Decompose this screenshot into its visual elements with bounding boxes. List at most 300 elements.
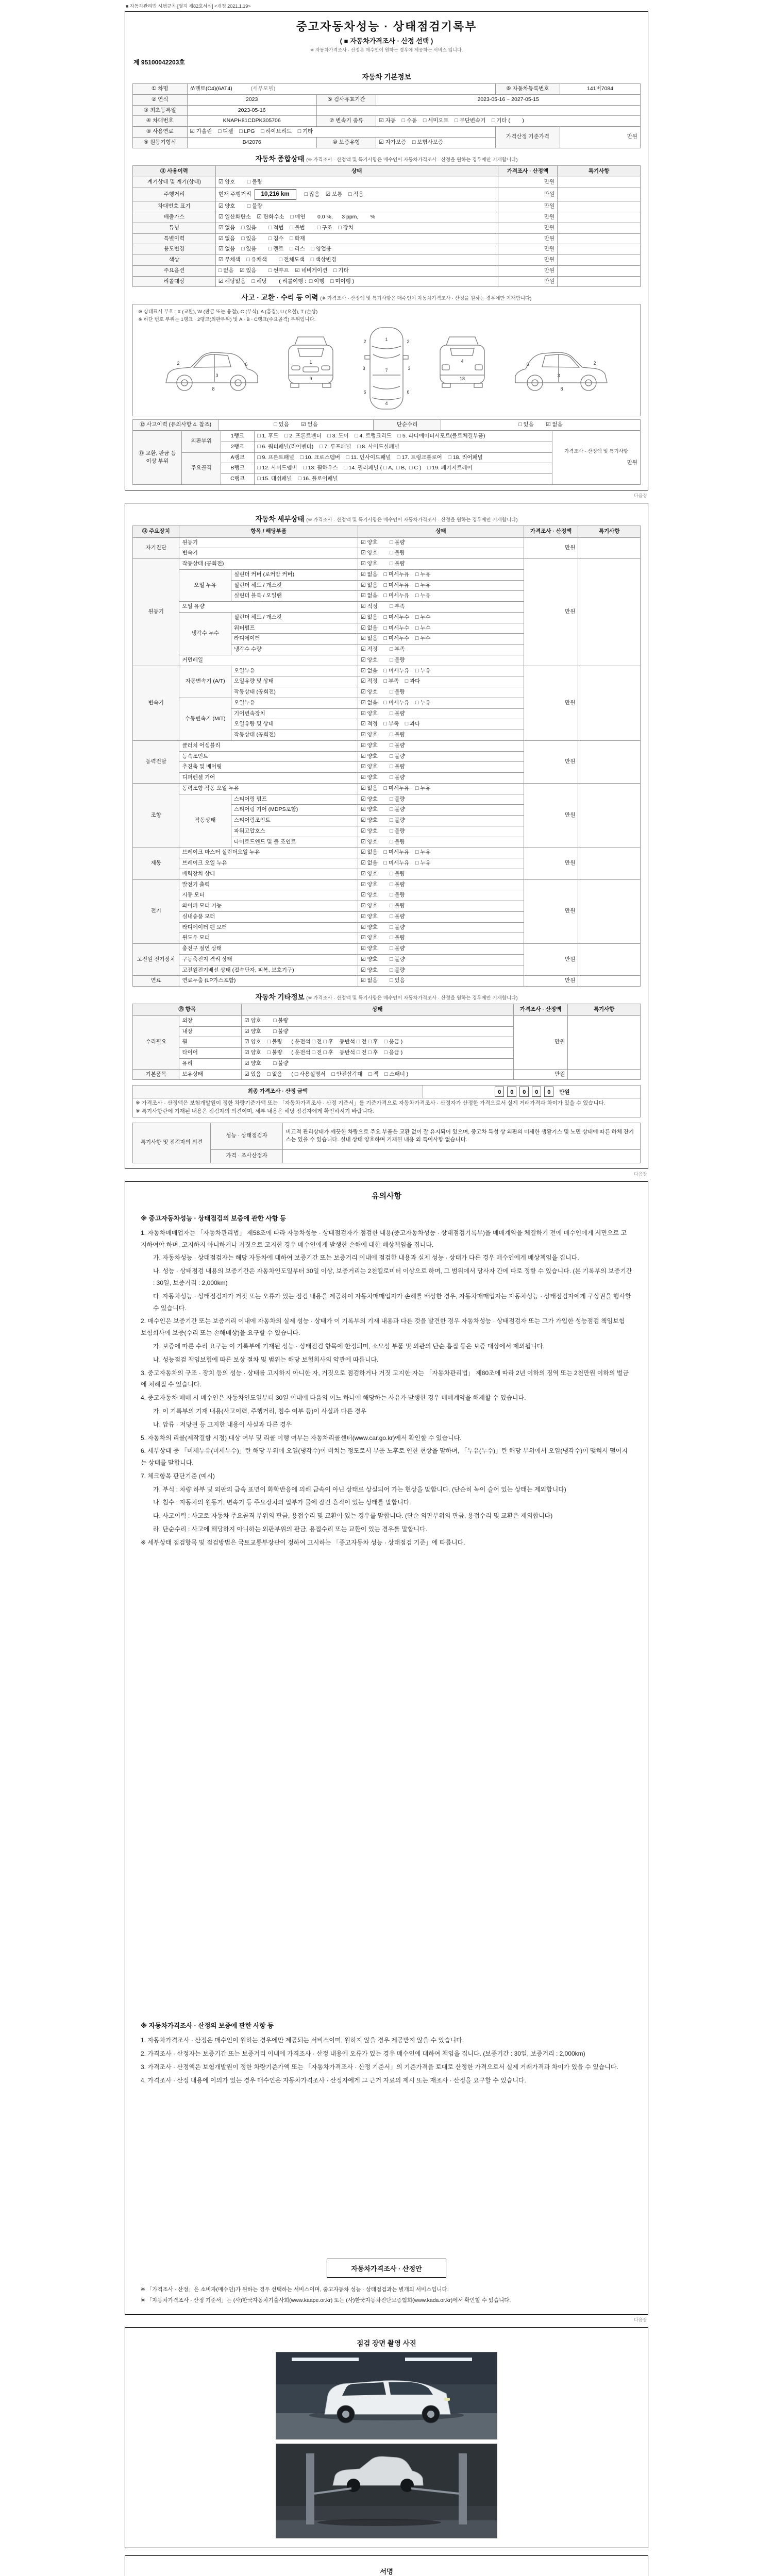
exchange-repair-table [132,431,641,485]
rank-items: □ 9. 프론트패널 □ 10. 크로스멤버 □ 11. 인사이드패널 □ 17. 트렁크플로어 □ 18. 리어패널 [255,452,552,463]
group-label-cell: 수리필요 [133,1015,179,1069]
section-title-photos: 점검 장면 촬영 사진 [357,2339,416,2347]
notice-line: ※ 「가격조사 · 산정」은 소비자(매수인)가 원하는 경우 선택하는 서비스이며, 중고자동차 성능 · 상태점검과는 별개의 서비스입니다. [141,2286,449,2293]
diagram-part-number: 3 [362,366,365,371]
price-cell: 만원 [524,848,578,879]
column-header: ⑪ 사용이력 [133,165,216,177]
column-header: 특기사항 [568,1004,641,1016]
item-cell: 원동기 [179,537,358,548]
notice-line: 6. 세부상태 중 「미세누유(미세누수)」란 해당 부위에 오일(냉각수)이 비치는 정도로서 부품 노후로 인한 현상을 말하며, 「누유(누수)」란 해당 부위에서 오일(냉각수)이 맺혀서 떨어지는 상태를 말합니다. [141,1447,628,1467]
comprehensive-state-table [132,165,641,287]
item-cell: 스티어링 기어 (MDPS포함) [231,805,358,816]
item-cell: 오일누유 [231,666,358,676]
item-cell: 연료누출 (LP가스포함) [179,976,358,987]
state-cell: ☑ 양호 □ 불량 [358,837,524,848]
price-cell: 만원 [498,276,558,287]
table-row [133,105,641,116]
state-cell: ☑ 없음 □ 미세누유 □ 누유 [358,591,524,602]
diagram-part-number: 6 [407,389,410,395]
diagram-part-number: 2 [363,339,366,345]
item-cell: 휠 [179,1037,242,1048]
notice-part1-title: ※ 중고자동차성능 · 상태점검의 보증에 관한 사항 등 [141,1214,287,1222]
notice-line: 5. 자동차의 리콜(제작결함 시정) 대상 여부 및 리콜 이행 여부는 자동차리콜센터(www.car.go.kr)에서 확인할 수 있습니다. [141,1434,462,1442]
notice-line: 3. 가격조사 · 산정액은 보험개발원이 정한 차량기준가액 또는 「자동차가격조사 · 산정 기준서」의 기준가격을 토대로 산정한 가격으로서 실제 거래가격과 차이가 있을 수 있습니다. [141,2063,618,2071]
field-label: ⑧ 사용연료 [133,127,188,138]
notice-part2-list [141,2033,632,2088]
state-cell: ☑ 일산화탄소 ☑ 탄화수소 □ 매연 0.0 %, 3 ppm, % [215,212,498,223]
car-name: 쏘렌토(C4)(6AT4) [190,86,232,92]
diagram-part-number: 2 [593,361,596,366]
group-label-cell: 원동기 [133,559,179,666]
diagram-part-number: 4 [461,359,464,364]
table-row [133,944,641,955]
column-header: 특기사항 [558,165,641,177]
table-row [133,212,641,223]
item-cell: 윈도우 모터 [179,933,358,944]
price-cell: 만원 [498,255,558,266]
notice-line: 나. 침수 : 자동차의 원동기, 변속기 등 주요장치의 일부가 물에 잠긴 흔적이 있는 상태를 말합니다. [153,1499,411,1506]
item-cell: 타이로드엔드 및 볼 조인트 [231,837,358,848]
state-cell: ☑ 양호 □ 불량 [358,773,524,784]
table-row [133,976,641,987]
table-row [133,255,641,266]
notice-line: 가. 부식 : 차량 하부 및 외판의 금속 표면이 화학반응에 의해 금속이 아닌 상태로 상실되어 가는 현상을 말합니다. (단순히 녹이 슬어 있는 상태는 제외합니다) [153,1485,566,1493]
state-cell: ☑ 양호 □ 불량 [242,1058,514,1069]
notice-line: 2. 가격조사 · 산정자는 보증기간 또는 보증거리 이내에 가격조사 · 산정 내용에 오류가 있는 경우 매수인에 대하여 책임을 집니다. (보증기간 : 30일, 보증거리 : 2,000km) [141,2050,585,2058]
note-cell [578,879,641,944]
item-cell: 스티어링조인트 [231,816,358,826]
amount-digit-box: 0 [544,1087,553,1097]
section-title-text: 자동차 종합상태 [255,155,305,163]
item-cell: 타이어 [179,1048,242,1059]
registration-number: 141버7084 [560,84,641,95]
group-label-cell: 차대번호 표기 [133,201,216,212]
price-cell: 만원 [524,944,578,976]
table-row [133,276,641,287]
item-cell: 충전구 절연 상태 [179,944,358,955]
item-cell: 클러치 어셈블리 [179,740,358,751]
simple-repair-state: □ 있음 ☑ 없음 [441,420,641,431]
diagram-part-number: 1 [385,337,388,343]
price-cell: 만원 [524,740,578,783]
car-diagram-rear-icon [429,330,496,407]
state-cell: ☑ 양호 □ 불량 [358,794,524,805]
note-cell [558,223,641,233]
page-title: 중고자동차성능 · 상태점검기록부 [296,20,477,33]
car-diagram-top-icon [356,325,417,412]
section-title-text: 자동차 세부상태 [255,515,305,523]
state-cell: ☑ 양호 □ 불량 [358,687,524,698]
engine-type: B42076 [187,137,316,148]
field-label: 외판부위 [182,431,221,453]
item-cell: 유리 [179,1058,242,1069]
vin-number: KNAPH81CDPK305706 [187,116,316,127]
state-cell: ☑ 양호 □ 불량 [358,751,524,762]
diagram-part-number: 4 [385,401,388,406]
column-header: 가격조사 · 산정액 [524,526,578,537]
amount-digit-box: 0 [495,1087,504,1097]
note-cell [558,276,641,287]
state-cell: ☑ 없음 □ 있음 □ 침수 □ 화재 [215,233,498,244]
item-cell: 작동상태 (공회전) [179,559,358,570]
note-cell [578,537,641,559]
spacer [141,2088,632,2250]
note-cell [578,848,641,879]
section-note: (※ 가격조사 · 산정액 및 특기사항은 매수인이 자동차가격조사 · 산정을 원하는 경우에만 기재합니다) [306,157,518,163]
amount-digit-box: 0 [532,1087,541,1097]
price-cell: 만원 [524,783,578,848]
state-cell: ☑ 없음 □ 미세누수 □ 누수 [358,623,524,634]
group-label-cell: 주행거리 [133,188,216,201]
state-cell: ☑ 양호 □ 불량 [358,537,524,548]
column-header: 상태 [215,165,498,177]
notice-line: 다. 자동차성능 · 상태점검자가 거짓 또는 오류가 있는 점검 내용을 제공하여 자동차매매업자가 손해를 배상한 경우, 자동차매매업자는 자동차성능 · 상태점검자에게 구상권을 행사할 수 있습니다. [153,1292,631,1312]
column-header: ⑭ 주요장치 [133,526,179,537]
column-header: 특기사항 [578,526,641,537]
item-cell: 작동상태 (공회전) [231,687,358,698]
state-cell: 현재 주행거리 10,216 km □ 많음 ☑ 보통 □ 적음 [215,188,498,201]
form-reference-note: ■ 자동차관리법 시행규칙 [별지 제82호서식] <개정 2021.1.19> [126,4,251,9]
field-label: ⑩ 보증유형 [316,137,376,148]
item-cell: 작동상태 (공회전) [231,730,358,741]
state-cell: ☑ 양호 □ 불량 [358,559,524,570]
item-cell: 외장 [179,1015,242,1026]
notice-line: 나. 성능점검 책임보험에 따른 보상 절차 및 범위는 해당 보험회사의 약관에 따릅니다. [153,1355,379,1363]
group-label-cell: 전기 [133,879,179,944]
item-cell: 오일누유 [231,698,358,708]
amount-digit-box: 0 [507,1087,516,1097]
final-price-label: 최종 가격조사 · 산정 금액 [133,1086,423,1098]
state-cell: ☑ 양호 □ 불량 [358,805,524,816]
diagram-part-number: 6 [245,362,248,367]
price-cell: 만원 [498,223,558,233]
price-note-cell [552,431,641,485]
field-label: ⑨ 원동기형식 [133,137,188,148]
notice-line: 다. 사고이력 : 사고로 자동차 주요골격 부위의 판금, 용접수리 및 교환이 있는 경우를 말합니다. (단순 외판부위의 판금, 용접수리 및 교환은 제외합니다) [153,1512,553,1520]
transmission-type: ☑ 자동 □ 수동 □ 세미오토 □ 무단변속기 □ 기타 ( ) [376,116,641,127]
state-cell: ☑ 양호 □ 불량 [358,548,524,559]
table-row [133,265,641,276]
table-row [133,1069,641,1080]
state-cell: ☑ 없음 □ 미세누수 □ 누수 [358,634,524,645]
table-row [133,1015,641,1026]
state-cell: ☑ 없음 □ 미세누수 □ 누수 [358,612,524,623]
column-header: ⑮ 항목 [133,1004,242,1016]
rank-label: B랭크 [221,463,254,474]
notice-line: 1. 자동차가격조사 · 산정은 매수인이 원하는 경우에만 제공되는 서비스이며, 원하지 않을 경우 제공받지 않을 수 있습니다. [141,2037,464,2044]
item-cell: 디퍼렌셜 기어 [179,773,358,784]
field-label: 특기사항 및 점검자의 의견 [133,1123,211,1163]
inspector-opinion-text: 비교적 관리상태가 깨끗한 차량으로 주요 부품은 교환 없이 잘 유지되어 있으며, 중고차 특성 상 외판의 미세한 생활기스 및 노면 상태에 따른 하체 잔기스는 있을 수 있습니다. 실내 상태 양호하며 기재된 내용 외 특이사항 없습니다. [283,1123,641,1149]
note-cell [578,559,641,666]
price-guide-notes [141,2284,632,2307]
group-label-cell: 자기진단 [133,537,179,559]
diagram-part-number: 7 [385,368,388,374]
item-cell: 실린더 헤드 / 개스킷 [231,580,358,591]
state-cell: ☑ 양호 □ 불량 [242,1026,514,1037]
notice-line: 가. 자동차성능 · 상태점검자는 해당 자동차에 대하여 보증기간 또는 보증거리 이내에 점검한 내용과 실제 성능 · 상태가 다른 경우 매수인에게 배상책임을 집니다. [153,1254,579,1262]
table-header-row [133,1004,641,1016]
warranty-type: ☑ 자가보증 □ 보험사보증 [376,137,495,148]
note-cell [578,783,641,848]
spacer [141,1550,632,2015]
final-price-value [423,1086,640,1098]
price-cell: 만원 [524,537,578,559]
rank-items: □ 15. 대쉬패널 □ 16. 플로어패널 [255,474,552,485]
rank-items: □ 12. 사이드멤버 □ 13. 휠하우스 □ 14. 필러패널 ( □ A, □ B, □ C ) □ 19. 패키지트레이 [255,463,552,474]
note-cell [578,944,641,976]
notice-line: 4. 가격조사 · 산정 내용에 이의가 있는 경우 매수인은 자동차가격조사 · 산정자에게 그 근거 자료의 제시 또는 재조사 · 산정을 요구할 수 있습니다. [141,2076,526,2084]
car-diagrams [137,325,636,412]
state-cell: □ 없음 ☑ 있음 □ 썬루프 ☑ 네비게이션 □ 기타 [215,265,498,276]
note-cell [578,666,641,740]
section-title-accident [132,292,641,302]
group-label-cell: 주요옵션 [133,265,216,276]
column-header: 상태 [358,526,524,537]
basic-info-table [132,83,641,148]
state-cell: ☑ 양호 □ 불량 ( 운전석 □ 전 □ 후 동반석 □ 전 □ 후 □ 응급 ) [242,1037,514,1048]
note-cell [558,233,641,244]
field-label: ③ 최초등록일 [133,105,188,116]
note-cell [558,255,641,266]
price-guide-wrap [141,2259,632,2278]
group-label-cell: 특별이력 [133,233,216,244]
item-cell: 변속기 [179,548,358,559]
notice-part2-title: ※ 자동차가격조사 · 산정의 보증에 관한 사항 등 [141,2022,274,2030]
table-row [133,1086,641,1098]
section-title-comprehensive [132,153,641,163]
table-row [133,783,641,794]
rank-items: □ 6. 쿼터패널(리어펜더) □ 7. 루프패널 □ 8. 사이드실패널 [255,442,552,452]
next-page-link[interactable]: 다음장 [633,493,647,498]
field-label: 단순수리 [374,420,441,431]
price-cell: 만원 [498,188,558,201]
table-row [133,116,641,127]
group-label-cell: 연료 [133,976,179,987]
state-cell: ☑ 양호 □ 불량 [358,944,524,955]
rank-label: 1랭크 [221,431,254,442]
price-cell: 만원 [498,265,558,276]
section-box-photos [125,2327,648,2548]
car-diagram-front-icon [277,330,344,407]
next-page-link[interactable]: 다음장 [633,2317,647,2323]
item-cell: 시동 모터 [179,890,358,901]
field-label: 성능 · 상태점검자 [210,1123,283,1149]
first-registration-date: 2023-05-16 [187,105,316,116]
item-cell: 고전원전기배선 상태 (접속단자, 피복, 보호기구) [179,965,358,976]
inspection-period: 2023-05-16 ~ 2027-05-15 [376,94,641,105]
table-row [133,94,641,105]
diagram-part-number: 6 [363,389,366,395]
note-cell [558,177,641,188]
field-label: 가격산정 기준가격 [495,127,560,148]
group-label-cell: 동력전달 [133,740,179,783]
notice-line: 라. 단순수리 : 사고에 해당하지 아니하는 외판부위의 판금, 용접수리 또는 교환이 있는 경우를 말합니다. [153,1526,427,1533]
group-label-cell: 조향 [133,783,179,848]
note-cell [558,265,641,276]
state-cell: ☑ 양호 □ 불량 ( 운전석 □ 전 □ 후 동반석 □ 전 □ 후 □ 응급 ) [242,1048,514,1059]
group-label-cell: 기본품목 [133,1069,179,1080]
section-box-signature [125,2555,648,2576]
notice-line: ※ 세부상태 점검항목 및 점검방법은 국토교통부장관이 정하여 고시하는 「중고자동차 성능 · 상태점검 기준」에 따릅니다. [141,1538,465,1546]
state-cell: ☑ 있음 □ 없음 ( □ 사용설명서 □ 안전삼각대 □ 잭 □ 스패너 ) [242,1069,514,1080]
notice-line: 가. 보증에 따른 수리 요구는 이 기록부에 기재된 성능 · 상태점검 항목에 한정되며, 소모성 부품 및 외관의 단순 흠집 등은 보증 대상에서 제외됩니다. [153,1342,545,1350]
note-cell [568,1015,641,1069]
item-cell: 등속조인트 [179,751,358,762]
state-cell: ☑ 양호 □ 불량 [358,708,524,719]
model-year: 2023 [187,94,316,105]
column-header: 가격조사 · 산정액 [498,165,558,177]
table-row [133,201,641,212]
price-note-label: 가격조사 · 산정액 및 특기사항 [564,449,628,455]
notice-title: 유의사항 [372,1191,401,1200]
notice-line: 4. 중고자동차 매매 시 매수인은 자동차인도일부터 30일 이내에 다음의 어느 하나에 해당하는 사유가 발생한 경우 매매계약을 해제할 수 있습니다. [141,1394,526,1402]
odometer-label: 현재 주행거리 [218,191,251,197]
field-label: ⑤ 검사유효기간 [316,94,376,105]
item-cell: 추진축 및 베어링 [179,762,358,773]
state-cell: ☑ 양호 □ 불량 [358,879,524,890]
table-row [133,431,641,442]
rank-items: □ 1. 후드 □ 2. 프론트펜더 □ 3. 도어 □ 4. 트렁크리드 □ 5. 라디에이터서포트(볼트체결부품) [255,431,552,442]
diagram-part-number: 18 [459,376,465,382]
field-label: ① 차명 [133,84,188,95]
notice-line: 1. 자동차매매업자는 「자동차관리법」 제58조에 따라 자동차성능 · 상태점검자가 점검한 내용(중고자동차성능 · 상태점검기록부)을 매매계약을 체결하기 전에 매수인에게 서면으로 고지하여야 하며, 고지하지 아니하거나 거짓으로 고지한 경우 매수인에게 발생한 손해에 대한 배상책임을 집니다. [141,1229,627,1248]
item-cell: 파워고압호스 [231,826,358,837]
car-diagram-side-left-icon [158,330,266,407]
state-cell: ☑ 없음 □ 미세누유 □ 누유 [358,580,524,591]
section-note: (※ 가격조사 · 산정액 및 특기사항은 매수인이 자동차가격조사 · 산정을 원하는 경우에만 기재합니다) [306,517,518,523]
state-cell: ☑ 적정 □ 부족 □ 과다 [358,719,524,730]
table-row [133,1123,641,1149]
detail-state-table [132,526,641,987]
empty-cell [316,105,640,116]
item-cell: 동력조향 작동 오일 누유 [179,783,358,794]
item-cell: 보유상태 [179,1069,242,1080]
state-cell: ☑ 양호 □ 불량 [358,740,524,751]
table-row [133,740,641,751]
state-cell: ☑ 없음 □ 미세누유 □ 누유 [358,666,524,676]
base-price-unit: 만원 [560,127,641,148]
table-row [133,666,641,676]
amount-unit: 만원 [559,1089,570,1096]
group-label-cell: 리콜대상 [133,276,216,287]
item-cell: 워터펌프 [231,623,358,634]
table-row [133,537,641,548]
item-cell: 브레이크 오일 누유 [179,858,358,869]
item-cell: 오일유량 및 상태 [231,719,358,730]
table-row [133,233,641,244]
field-label: 주요골격 [182,452,221,484]
field-label: ⑥ 자동차등록번호 [495,84,560,95]
state-cell: ☑ 없음 □ 미세누유 □ 누유 [358,569,524,580]
item-cell: 구동축전지 격리 상태 [179,954,358,965]
state-cell: ☑ 양호 □ 불량 [358,911,524,922]
final-price-note-2: ※ 특기사항란에 기재된 내용은 점검자의 의견이며, 세부 내용은 해당 점검자에게 확인하시기 바랍니다. [136,1108,374,1114]
state-cell: ☑ 양호 □ 불량 [242,1015,514,1026]
misc-info-table [132,1004,641,1080]
state-cell: ☑ 양호 □ 불량 [358,922,524,933]
table-row [133,879,641,890]
state-cell: ☑ 없음 □ 있음 □ 적법 □ 불법 □ 구조 □ 장치 [215,223,498,233]
section-title-text: 사고 · 교환 · 수리 등 이력 [241,294,318,302]
price-cell: 만원 [498,177,558,188]
diagram-part-number: 1 [309,360,312,365]
sub-group-cell: 오일 누유 [179,569,231,601]
note-cell [578,976,641,987]
table-row [133,177,641,188]
sub-group-cell: 냉각수 누수 [179,612,231,655]
section-box-basic [125,11,648,490]
diagram-part-number: 3 [408,366,411,371]
price-cell: 만원 [524,666,578,740]
state-cell: ☑ 없음 □ 미세누유 □ 누유 [358,848,524,858]
accident-history-state: □ 있음 ☑ 없음 [218,420,374,431]
item-cell: 와이퍼 모터 기능 [179,901,358,912]
state-cell: ☑ 양호 □ 불량 [358,890,524,901]
notice-line: 나. 압류 · 저당권 등 고지한 내용이 사실과 다른 경우 [153,1420,292,1428]
table-row [133,188,641,201]
field-label: ⑦ 변속기 종류 [316,116,376,127]
item-cell: 스티어링 펌프 [231,794,358,805]
diagram-part-number: 8 [212,386,215,392]
section-title-signature: 서명 [379,2567,394,2575]
state-cell: ☑ 양호 □ 불량 [358,933,524,944]
price-option-note: ※ 자동차가격조사 · 산정은 매수인이 원하는 경우에 제공하는 서비스 입니다. [310,47,463,53]
table-row [133,223,641,233]
inspection-photo-2 [276,2444,497,2538]
price-cell: 만원 [524,559,578,666]
item-cell: 냉각수 수량 [231,645,358,655]
state-cell: ☑ 양호 □ 불량 [358,655,524,666]
rank-label: A랭크 [221,452,254,463]
state-symbol-legend: ※ 상태표시 부호 : X (교환), W (판금 또는 용접), C (부식), A (흠집), U (요철), T (손상) [138,309,318,315]
state-cell: ☑ 적정 □ 부족 [358,645,524,655]
price-assessor-text [283,1149,641,1163]
table-row [133,244,641,255]
price-option-title: ( ■ 자동차가격조사 · 산정 선택 ) [340,37,433,45]
sub-group-cell: 자동변속기 (A/T) [179,666,231,698]
item-cell: 라디에이터 팬 모터 [179,922,358,933]
item-cell: 브레이크 마스터 실린더오일 누유 [179,848,358,858]
field-label: ⑬ 교환, 판금 등 이상 부위 [133,431,182,485]
table-row [133,127,641,138]
item-cell: 기어변속장치 [231,708,358,719]
state-cell: ☑ 양호 □ 불량 [358,965,524,976]
diagram-part-number: 9 [309,376,312,382]
section-title-misc [132,991,641,1002]
price-cell: 만원 [513,1015,568,1069]
note-cell [578,740,641,783]
car-submodel: (세부모델) [250,86,276,92]
document-page [125,0,648,2576]
rank-label: 2랭크 [221,442,254,452]
next-page-link[interactable]: 다음장 [633,1171,647,1177]
state-cell: ☑ 양호 □ 불량 [358,869,524,879]
field-label: ④ 차대번호 [133,116,188,127]
notice-line: 7. 체크항목 판단기준 (예시) [141,1472,215,1480]
diagram-part-number: 8 [560,386,563,392]
note-cell [558,212,641,223]
rank-label: C랭크 [221,474,254,485]
state-cell: ☑ 없음 □ 있음 □ 렌트 □ 리스 □ 영업용 [215,244,498,255]
price-cell: 만원 [513,1069,568,1080]
field-label: 가격 · 조사산정자 [210,1149,283,1163]
state-cell: ☑ 양호 □ 불량 [358,826,524,837]
state-cell: ☑ 양호 □ 불량 [358,762,524,773]
item-cell: 커먼레일 [179,655,358,666]
note-cell [558,244,641,255]
car-diagram-side-right-icon [507,330,615,407]
